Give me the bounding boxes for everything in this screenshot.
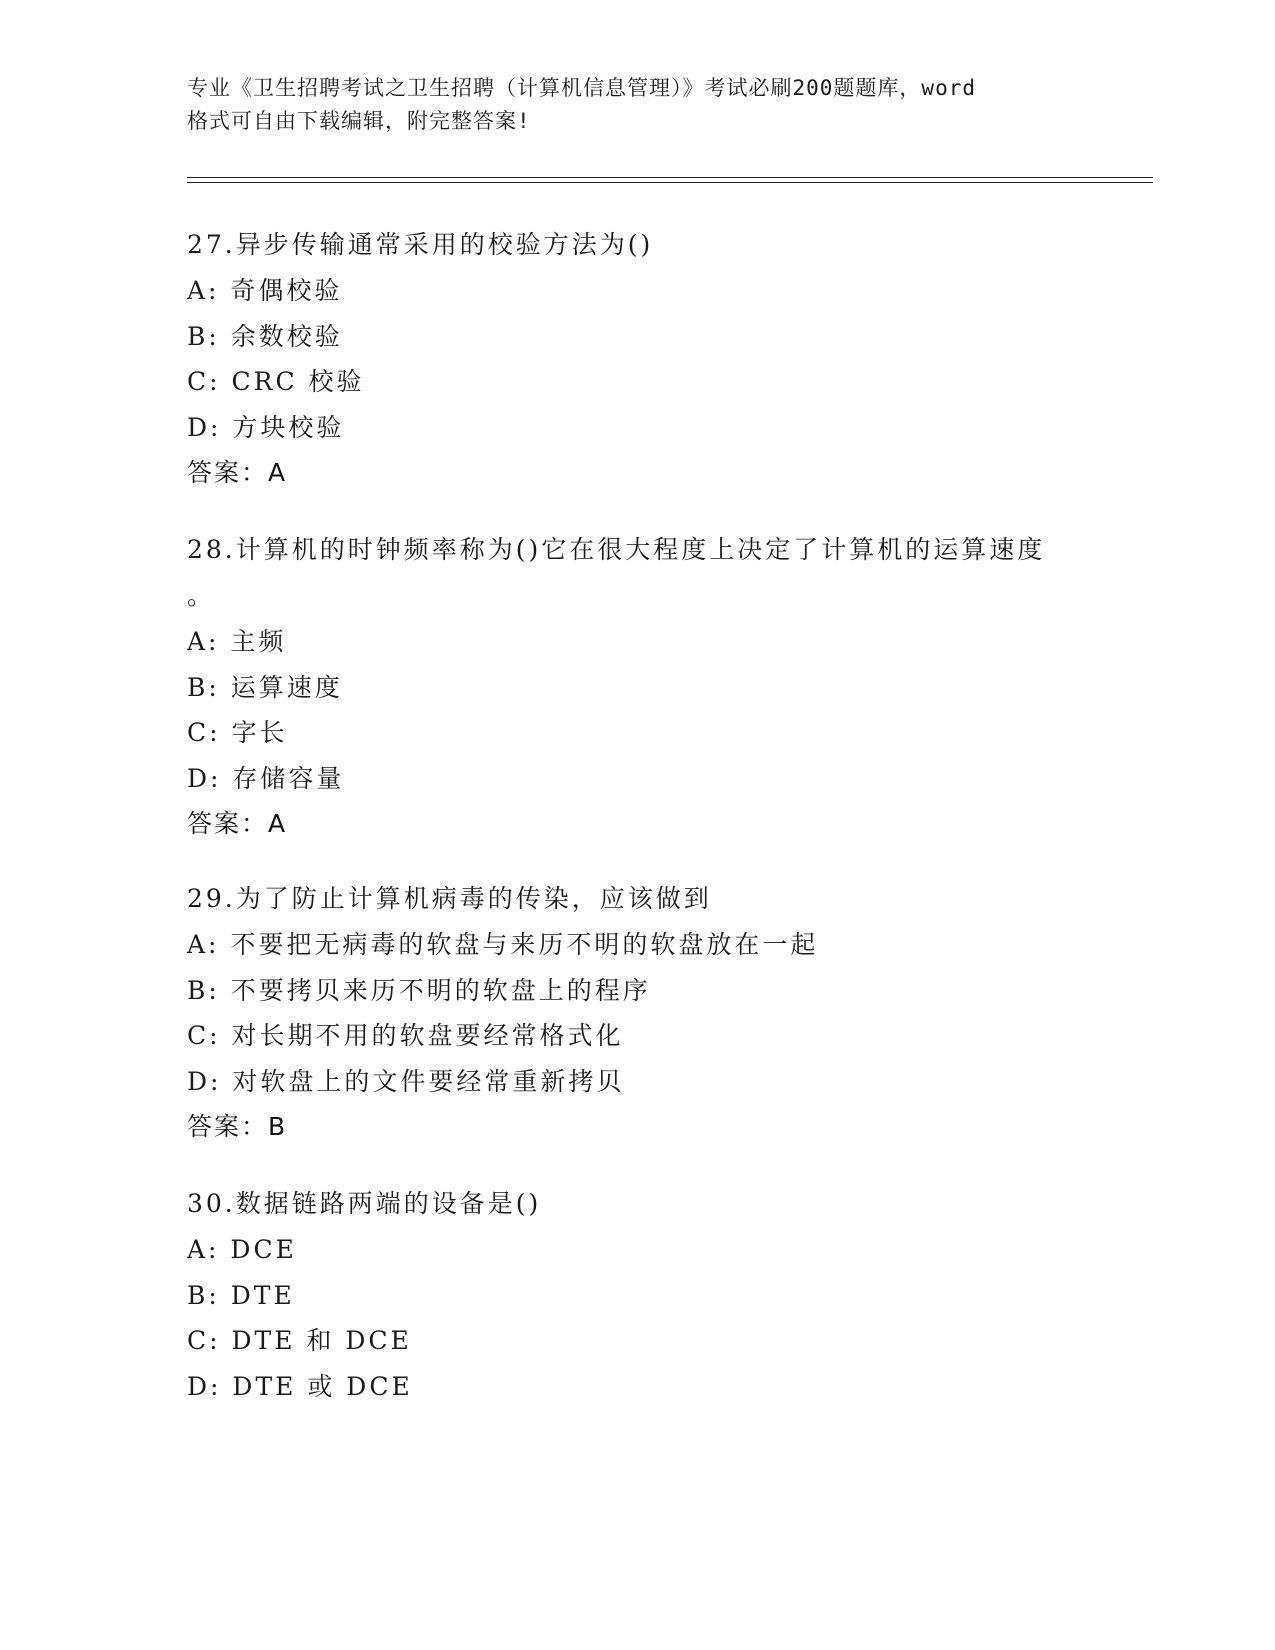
question-28 (187, 527, 1147, 846)
option-d: D: 方块校验 (187, 412, 345, 442)
question-30 (187, 1181, 1147, 1409)
question-stem: 30.数据链路两端的设备是() (187, 1189, 542, 1218)
question-stem: 29.为了防止计算机病毒的传染，应该做到 (187, 884, 712, 913)
option-c: C: CRC 校验 (187, 367, 365, 396)
header-divider-bottom (187, 182, 1153, 183)
option-a: A: 奇偶校验 (187, 276, 343, 305)
option-a: A: 主频 (187, 627, 287, 656)
question-stem-continuation: 。 (187, 581, 213, 610)
option-a: A: DCE (187, 1235, 297, 1264)
option-d: D: 对软盘上的文件要经常重新拷贝 (187, 1066, 625, 1096)
option-c: C: 对长期不用的软盘要经常格式化 (187, 1021, 624, 1050)
answer: 答案：A (187, 458, 288, 487)
option-b: B: DTE (187, 1280, 295, 1310)
header-line-2: 格式可自由下载编辑，附完整答案! (187, 109, 531, 133)
option-b: B: 运算速度 (187, 672, 343, 702)
question-stem: 28.计算机的时钟频率称为()它在很大程度上决定了计算机的运算速度 (187, 535, 1046, 564)
answer: 答案：B (187, 1112, 288, 1141)
option-b: B: 不要拷贝来历不明的软盘上的程序 (187, 975, 651, 1005)
option-c: C: DTE 和 DCE (187, 1326, 412, 1355)
header-divider-top (187, 177, 1153, 178)
answer: 答案：A (187, 809, 288, 838)
header-line-1: 专业《卫生招聘考试之卫生招聘（计算机信息管理）》考试必刷200题题库，word (187, 76, 976, 100)
document-header (187, 72, 1087, 138)
option-c: C: 字长 (187, 718, 288, 747)
option-d: D: 存储容量 (187, 763, 345, 793)
question-29 (187, 876, 1147, 1149)
option-a: A: 不要把无病毒的软盘与来历不明的软盘放在一起 (187, 930, 819, 959)
question-27 (187, 222, 1147, 495)
option-b: B: 余数校验 (187, 321, 343, 351)
question-stem: 27.异步传输通常采用的校验方法为() (187, 230, 654, 259)
option-d: D: DTE 或 DCE (187, 1371, 413, 1401)
